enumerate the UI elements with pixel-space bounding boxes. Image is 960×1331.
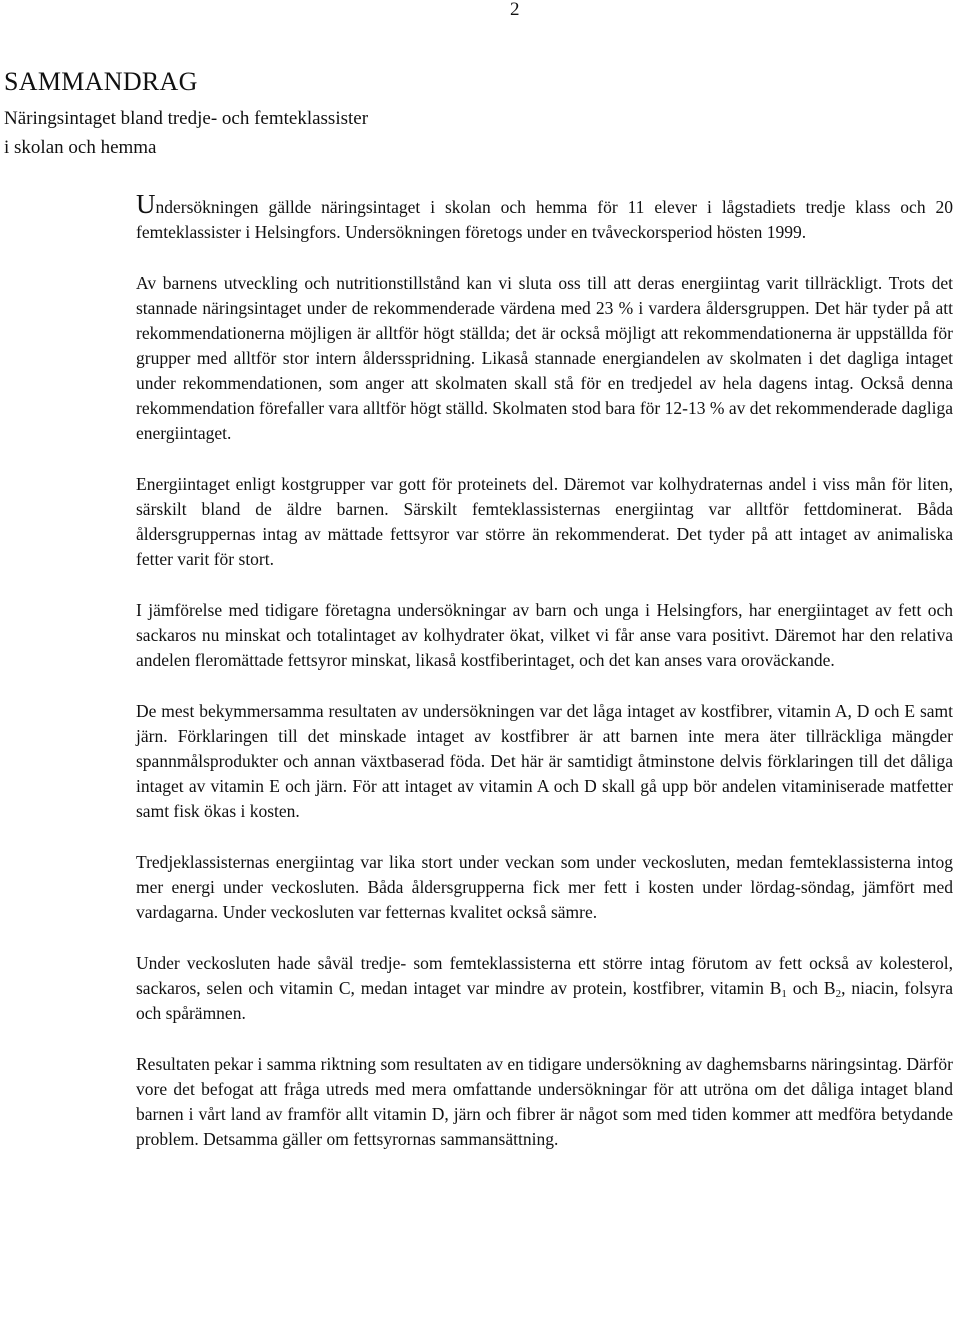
paragraph-weekend-nutrients-text-c: , niacin, folsyra och spårämnen. xyxy=(136,978,953,1023)
paragraph-intro xyxy=(136,189,953,245)
paragraph-food-groups: Energiintaget enligt kostgrupper var gott för proteinets del. Däremot var kolhydraternas andel i viss mån för liten, särskilt bland de äldre barnen. Särskilt femteklassisternas energiintag var alltför fettdominerat. Båda åldersgruppernas intag av mättade fettsyror var större än rekommenderat. Det tyder på att intaget av animaliska fetter varit för stort. xyxy=(136,474,953,569)
paragraph-concerns: De mest bekymmersamma resultaten av undersökningen var det låga intaget av kostfibrer, vitamin A, D och E samt järn. Förklaringen till det minskade intaget av kostfibrer är att barnen inte mera äter tillräckliga mängder spannmålsprodukter och annan växtbaserad föda. Det här är samtidigt åtminstone delvis förklaringen till det dåliga intaget av vitamin E och järn. För att intaget av vitamin A och D skall gå upp bör andelen vitaminiserade matfetter samt fisk ökas i kosten. xyxy=(136,701,953,821)
paragraph-weekends: Tredjeklassisternas energiintag var lika stort under veckan som under veckosluten, medan femteklassisterna intog mer energi under veckosluten. Båda åldersgrupperna fick mer fett i kosten under lördag-söndag, jämfört med vardagarna. Under veckosluten var fetternas kvalitet också sämre. xyxy=(136,852,953,922)
drop-cap: U xyxy=(136,189,156,219)
page-title: SAMMANDRAG xyxy=(4,67,198,96)
subtitle-line-1: Näringsintaget bland tredje- och femteklassister xyxy=(4,108,369,129)
subtitle xyxy=(4,104,368,162)
paragraph-weekend-nutrients-text-a: Under veckosluten hade såväl tredje- som femteklassisterna ett större intag förutom av fett också av kolesterol, sackaros, selen och vitamin C, medan intaget var mindre av protein, kostfibrer, vitamin B xyxy=(136,953,953,998)
paragraph-conclusion: Resultaten pekar i samma riktning som resultaten av en tidigare undersökning av daghemsbarns näringsintag. Därför vore det befogat att fråga utreds med mera omfattande undersökningar för att utröna om det dåliga intaget bland barnen i vårt land av framför allt vitamin D, järn och fibrer är något som med tiden kommer att medföra betydande problem. Detsamma gäller om fettsyrornas sammansättning. xyxy=(136,1054,953,1149)
vitamin-b1-subscript: 1 xyxy=(781,988,787,1000)
vitamin-b2-subscript: 2 xyxy=(835,988,842,1000)
summary-body xyxy=(136,189,953,1178)
page-number: 2 xyxy=(510,0,520,20)
paragraph-energy-intake: Av barnens utveckling och nutritionstillstånd kan vi sluta oss till att deras energiintag varit tillräckligt. Trots det stannade näringsintaget under de rekommenderade värdena med 23 % i vardera åldersgruppen. Det här tyder på att rekommendationerna möjligen är alltför högt ställda; det är också möjligt att rekommendationerna är uppställda för grupper med alltför stor intern åldersspridning. Likaså stannade energiandelen av skolmaten i det dagliga intaget under rekommendationen, som anger att skolmaten skall stå för en tredjedel av hela dagens intag. Också denna rekommendation förefaller vara alltför högt ställd. Skolmaten stod bara för 12-13 % av det rekommenderade dagliga energiintaget. xyxy=(136,273,953,443)
paragraph-weekend-nutrients-text-b: och B xyxy=(786,978,836,998)
paragraph-comparison: I jämförelse med tidigare företagna undersökningar av barn och unga i Helsingfors, har energiintaget av fett och sackaros nu minskat och totalintaget av kolhydrater ökat, vilket vi får anse vara positivt. Däremot har den relativa andelen fleromättade fettsyror minskat, likaså kostfiberintaget, och det kan anses vara oroväckande. xyxy=(136,600,953,670)
subtitle-line-2: i skolan och hemma xyxy=(4,137,157,158)
paragraph-intro-text: ndersökningen gällde näringsintaget i skolan och hemma för 11 elever i lågstadiets tredje klass och 20 femteklassister i Helsingfors. Undersökningen företogs under en tvåveckorsperiod hösten 1999. xyxy=(136,197,953,242)
paragraph-weekend-nutrients xyxy=(136,951,953,1026)
